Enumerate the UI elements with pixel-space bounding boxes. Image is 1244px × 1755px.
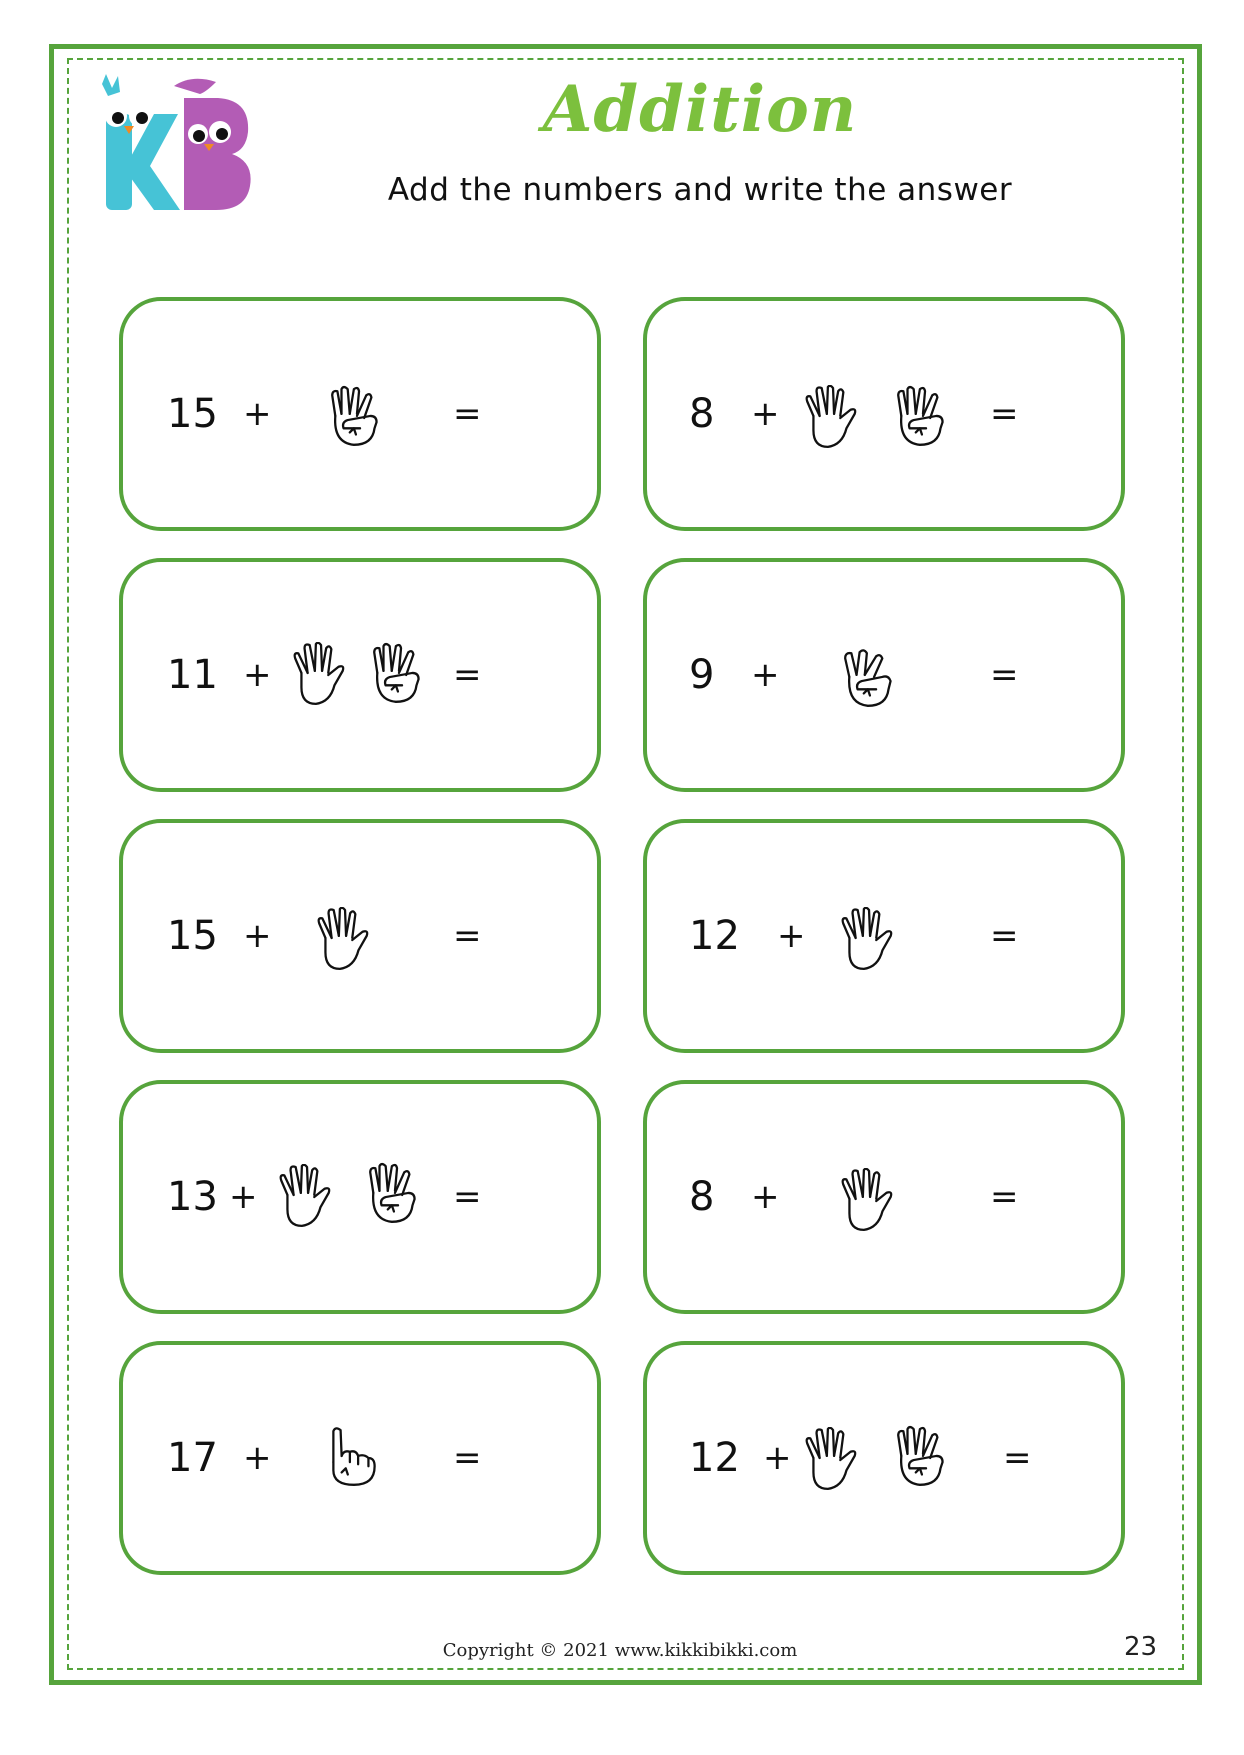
open-hand-icon (289, 642, 351, 708)
problem-card (643, 1341, 1125, 1575)
problem-card (643, 819, 1125, 1053)
equals-sign: = (1003, 1438, 1032, 1478)
open-hand-icon (837, 907, 899, 973)
page-number: 23 (1124, 1632, 1158, 1662)
addend-number: 8 (689, 1174, 715, 1220)
four-fingers-icon (365, 1162, 427, 1228)
addend-number: 15 (167, 391, 218, 437)
equals-sign: = (990, 916, 1019, 956)
four-fingers-icon (893, 1425, 955, 1491)
problem-card (119, 297, 601, 531)
addend-number: 12 (689, 913, 740, 959)
three-fingers-icon (841, 646, 903, 712)
open-hand-icon (801, 385, 863, 451)
addend-number: 17 (167, 1435, 218, 1481)
problem-card (119, 1080, 601, 1314)
plus-sign: + (243, 655, 272, 695)
plus-sign: + (751, 394, 780, 434)
copyright-notice: Copyright © 2021 www.kikkibikki.com (442, 1640, 798, 1661)
open-hand-icon (801, 1427, 863, 1493)
plus-sign: + (751, 655, 780, 695)
problem-card (643, 1080, 1125, 1314)
plus-sign: + (229, 1177, 258, 1217)
open-hand-icon (313, 907, 375, 973)
four-fingers-icon (893, 385, 955, 451)
plus-sign: + (243, 1438, 272, 1478)
open-hand-icon (837, 1168, 899, 1234)
problem-card (119, 819, 601, 1053)
equals-sign: = (990, 1177, 1019, 1217)
four-fingers-icon (369, 642, 431, 708)
addend-number: 8 (689, 391, 715, 437)
equals-sign: = (453, 1438, 482, 1478)
kikkibikki-logo (88, 74, 256, 214)
addend-number: 15 (167, 913, 218, 959)
four-fingers-icon (327, 385, 389, 451)
addend-number: 13 (167, 1174, 218, 1220)
addend-number: 11 (167, 652, 218, 698)
problem-card (643, 558, 1125, 792)
plus-sign: + (243, 916, 272, 956)
equals-sign: = (453, 1177, 482, 1217)
plus-sign: + (763, 1438, 792, 1478)
one-finger-icon (323, 1425, 385, 1491)
equals-sign: = (990, 394, 1019, 434)
problem-card (119, 1341, 601, 1575)
plus-sign: + (751, 1177, 780, 1217)
equals-sign: = (990, 655, 1019, 695)
addend-number: 12 (689, 1435, 740, 1481)
plus-sign: + (243, 394, 272, 434)
instructions: Add the numbers and write the answer (387, 172, 1013, 208)
page-title: Addition (542, 72, 858, 147)
problem-card (119, 558, 601, 792)
equals-sign: = (453, 655, 482, 695)
equals-sign: = (453, 916, 482, 956)
plus-sign: + (777, 916, 806, 956)
open-hand-icon (275, 1164, 337, 1230)
equals-sign: = (453, 394, 482, 434)
problem-card (643, 297, 1125, 531)
addend-number: 9 (689, 652, 715, 698)
